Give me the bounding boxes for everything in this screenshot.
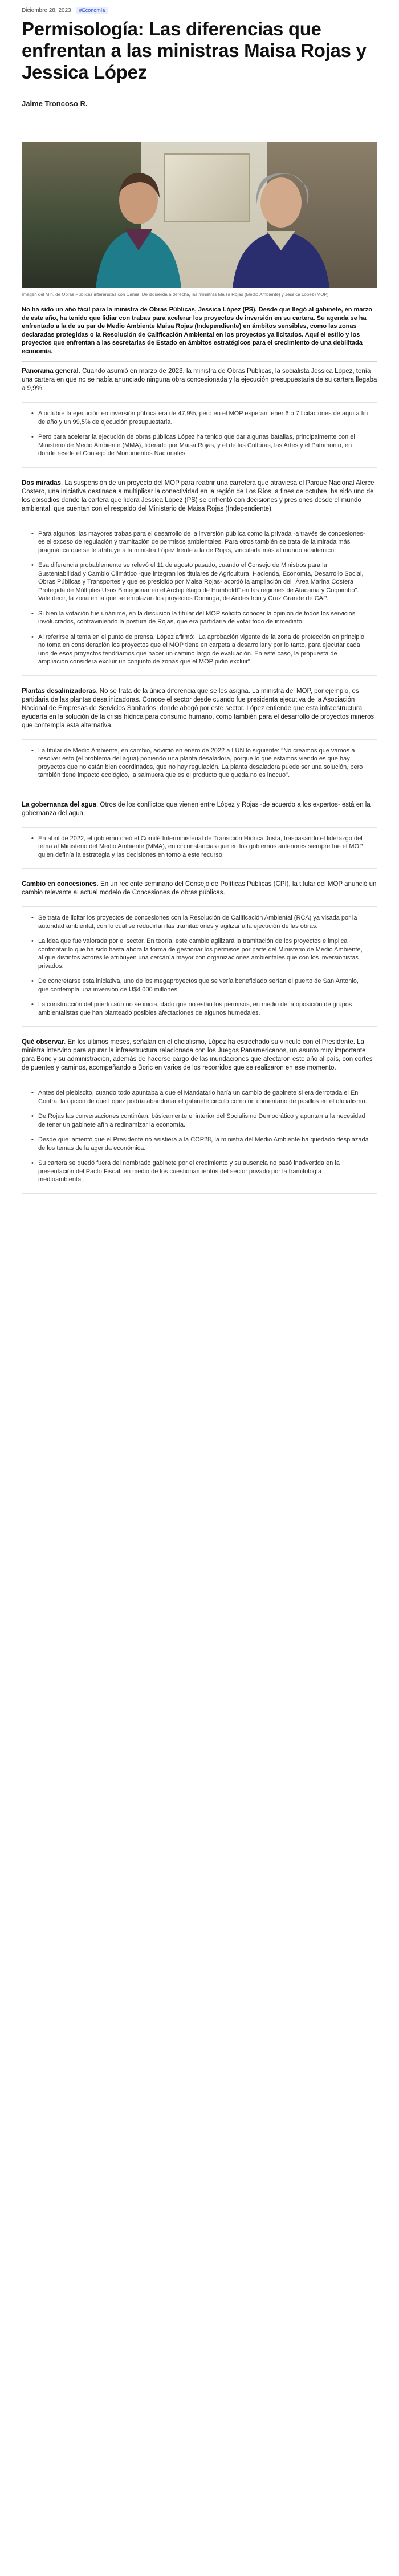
bullet-box — [22, 827, 377, 869]
bullet-box — [22, 1082, 377, 1194]
bullet-item: • La titular de Medio Ambiente, en cambio, advirtió en enero de 2022 a LUN lo siguiente: "No creamos que vamos a resolver esto (el problema del agua) poniendo una planta desaladora, porque lo que estamos viendo es que hay proyectos que no están bien coordinados, que no hay regulación. La planta desaladora puede ser una solución, pero también tiene impacto ecológico, la salmuera que es el producto que queda no es inocuo". — [38, 747, 369, 780]
bullet-item: • De Rojas las conversaciones continúan, básicamente el interior del Socialismo Democrático y apuntan a la necesidad de tener un gabinete afín a redinamizar la economía. — [38, 1112, 369, 1129]
section-body: . La suspensión de un proyecto del MOP para reabrir una carretera que atraviesa el Parque Nacional Alerce Costero, una iniciativa destinada a multiplicar la conectividad en la región de Los Ríos, a fines de octubre, ha sido uno de los episodios donde la cartera que lidera Jessica López (PS) se enfrentó con decisiones y presiones desde el mundo ambiental, que cuentan con el respaldo del Ministerio de Maisa Rojas (Independiente). — [22, 479, 374, 512]
bullet-item: • La idea que fue valorada por el sector. En teoría, este cambio agilizará la tramitación de los proyectos e implica confrontar lo que ha sido hasta ahora la forma de gestionar los permisos por parte del Ministerio de Medio Ambiente, al que distintos actores le atribuyen una cercanía mayor con organizaciones ambientales que con los inversionistas privados. — [38, 937, 369, 970]
person-left-figure — [90, 165, 187, 288]
bullet-box — [22, 402, 377, 468]
bullet-item: • Antes del plebiscito, cuando todo apuntaba a que el Mandatario haría un cambio de gabinete si era derrotada el En Contra, la opción de que López podría abandonar el gabinete circuló como un comentario de pasillos en el oficialismo. — [38, 1089, 369, 1105]
bullet-item: • Para algunos, las mayores trabas para el desarrollo de la inversión pública como la privada -a través de concesiones- es el exceso de regulación y tramitación de permisos ambientales. Para otros también se trata de la mirada más pragmática que se le atribuye a la ministra López frente a la de Rojas, vinculada más al mundo académico. — [38, 530, 369, 555]
bullet-item: • Esa diferencia probablemente se relevó el 11 de agosto pasado, cuando el Consejo de Ministros para la Sustentabilidad y Cambio Climático -que integran los titulares de Agricultura, Hacienda, Economía, Desarrollo Social, Obras Públicas y Transportes y que es presidido por Maisa Rojas- acordó la ampliación del "Área Marina Costera Protegida de Múltiples Usos Bimegionar en el Archipiélago de Humboldt" en las regiones de Atacama y Coquimbo". Vale decir, la zona en la que se emplazan los proyectos Dominga, de Andes Iron y Cruz Grande de CAP. — [38, 561, 369, 603]
article-photo — [22, 142, 377, 288]
section-paragraph — [22, 367, 377, 393]
category-tag[interactable]: #Economía — [76, 7, 109, 14]
section-paragraph — [22, 1038, 377, 1072]
bullet-box — [22, 906, 377, 1027]
bullet-box — [22, 739, 377, 789]
section-body: . Cuando asumió en marzo de 2023, la ministra de Obras Públicas, la socialista Jessica López, tenía una cartera en que no se había anunciado ninguna obra concesionada y la ejecución presupuestaria de su cartera llegaba a 9,9%. — [22, 368, 377, 392]
bullet-item: • De concretarse esta iniciativa, uno de los megaproyectos que se vería beneficiado serían el puerto de San Antonio, que contempla una inversión de U$4.000 millones. — [38, 977, 369, 994]
section-heading: La gobernanza del agua — [22, 801, 96, 808]
section-body: . En un reciente seminario del Consejo de Políticas Públicas (CPI), la titular del MOP anunció un cambio relevante al actual modelo de Concesiones de obras públicas. — [22, 881, 377, 896]
section-heading: Panorama general — [22, 368, 79, 375]
section-body: . En los últimos meses, señalan en el oficialismo, López ha estrechado su vínculo con el Presidente. La ministra intervino para apurar la infraestructura relacionada con los Juegos Panamericanos, un asunto muy importante para Boric y su administración, además de hacerse cargo de las inundaciones que afectaron este año al país, con cortes de puentes y caminos, acompañando a Boric en varios de los recorridos que se realizaron en ese momento. — [22, 1039, 373, 1071]
section-heading: Plantas desalinizadoras — [22, 687, 96, 695]
bullet-list — [38, 914, 369, 1017]
article — [0, 0, 399, 1217]
article-lead: No ha sido un año fácil para la ministra de Obras Públicas, Jessica López (PS). Desde que llegó al gabinete, en marzo de este año, ha tenido que lidiar con trabas para acelerar los proyectos de inversión en su cartera. Su agenda se ha enfrentado a la de su par de Medio Ambiente Maisa Rojas (Independiente) en ámbitos sensibles, como las zonas declaradas protegidas o la Resolución de Calificación Ambiental en los proyectos ya licitados. Aquí el estilo y los proyectos que enfrentan a las secretarias de Estado en ámbitos estratégicos para el crecimiento de una debilitada economía. — [22, 306, 377, 362]
bullet-item: • A octubre la ejecución en inversión pública era de 47,9%, pero en el MOP esperan tener 6 o 7 licitaciones de aquí a fin de año y un 99,5% de ejecución presupuestaria. — [38, 410, 369, 426]
section-body: . Otros de los conflictos que vienen entre López y Rojas -de acuerdo a los expertos- está en la gobernanza del agua. — [22, 801, 370, 817]
section-heading: Qué observar — [22, 1039, 64, 1046]
bullet-item: • Desde que lamentó que el Presidente no asistiera a la COP28, la ministra del Medio Ambiente ha quedado desplazada de los temas de la agenda económica. — [38, 1136, 369, 1152]
photo-caption: Imagen del Min. de Obras Públicas interanutas con Camis. De izquierda a derecha, las ministras Maisa Rojas (Medio Ambiente) y Jessica López (MOP) — [22, 292, 329, 297]
bullet-list — [38, 835, 369, 860]
article-body — [22, 367, 377, 1194]
bullet-item: • Pero para acelerar la ejecución de obras públicas López ha tenido que dar algunas batallas, principalmente con el Ministerio de Medio Ambiente (MMA), liderado por Maisa Rojas, y el de las Culturas, las Artes y el Patrimonio, en donde reside el Consejo de Monumentos Nacionales. — [38, 433, 369, 458]
bullet-item: • En abril de 2022, el gobierno creó el Comité Interministerial de Transición Hídrica Justa, traspasando el liderazgo del tema al Ministerio del Medio Ambiente (MMA), en circunstancias que en los gobiernos anteriores siempre fue el MOP quien definía la estrategia y las decisiones en torno a este recurso. — [38, 835, 369, 860]
bullet-list — [38, 747, 369, 780]
bullet-box — [22, 523, 377, 676]
bullet-item: • Se trata de licitar los proyectos de concesiones con la Resolución de Calificación Ambiental (RCA) ya visada por la autoridad ambiental, con lo cual se reducirían las tramitaciones y agilizaría la ejecución de las obras. — [38, 914, 369, 930]
section-paragraph — [22, 479, 377, 513]
bullet-item: • La construcción del puerto aún no se inicia, dado que no están los permisos, en medio de la oposición de grupos ambientalistas que han planteado posibles afectaciones de algunos humedales. — [38, 1001, 369, 1017]
section-paragraph — [22, 801, 377, 818]
section-paragraph — [22, 880, 377, 897]
section-body: . No se trata de la única diferencia que se les asigna. La ministra del MOP, por ejemplo, es partidaria de las plantas desalinizadoras. Conoce el sector desde cuando fue presidenta ejecutiva de la Asociación Nacional de Empresas de Servicios Sanitarios, donde abogó por este sector. López entiende que esta infraestructura ayudaría en la solución de la crisis hídrica para consumo humano, como también para el desarrollo de proyectos mineros que contempla esta alternativa. — [22, 687, 374, 729]
publish-date: Diciembre 28, 2023 — [22, 7, 71, 14]
bullet-item: • Su cartera se quedó fuera del nombrado gabinete por el crecimiento y su ausencia no pasó inadvertida en la presentación del Pacto Fiscal, en medio de los cuestionamientos del sector privado por la tramitología medioambiental. — [38, 1159, 369, 1184]
author-name: Jaime Troncoso R. — [22, 99, 88, 108]
section-heading: Dos miradas — [22, 479, 62, 487]
section-heading: Cambio en concesiones — [22, 881, 97, 888]
bullet-list — [38, 1089, 369, 1184]
bullet-list — [38, 410, 369, 458]
article-title: Permisología: Las diferencias que enfrentan a las ministras Maisa Rojas y Jessica López — [22, 18, 367, 83]
section-paragraph — [22, 687, 377, 730]
person-right-figure — [227, 165, 335, 288]
bullet-item: • Al referirse al tema en el punto de prensa, López afirmó: "La aprobación vigente de la zona de protección en principio no toma en consideración los proyectos que el MOP tiene en carpeta a desarrollar y por lo tanto, para ejecutar cada uno de esos proyectos tendríamos que hacer un camino largo de evaluación. En este caso, la propuesta de ampliación considera excluir un conjunto de zonas que el MOP pidió excluir". — [38, 633, 369, 666]
bullet-list — [38, 530, 369, 666]
bullet-item: • Si bien la votación fue unánime, en la discusión la titular del MOP solicitó conocer la opinión de todos los servicios involucrados, contraviniendo la postura de Rojas, que era partidaria de votar todo de inmediato. — [38, 610, 369, 626]
article-meta — [22, 7, 377, 14]
